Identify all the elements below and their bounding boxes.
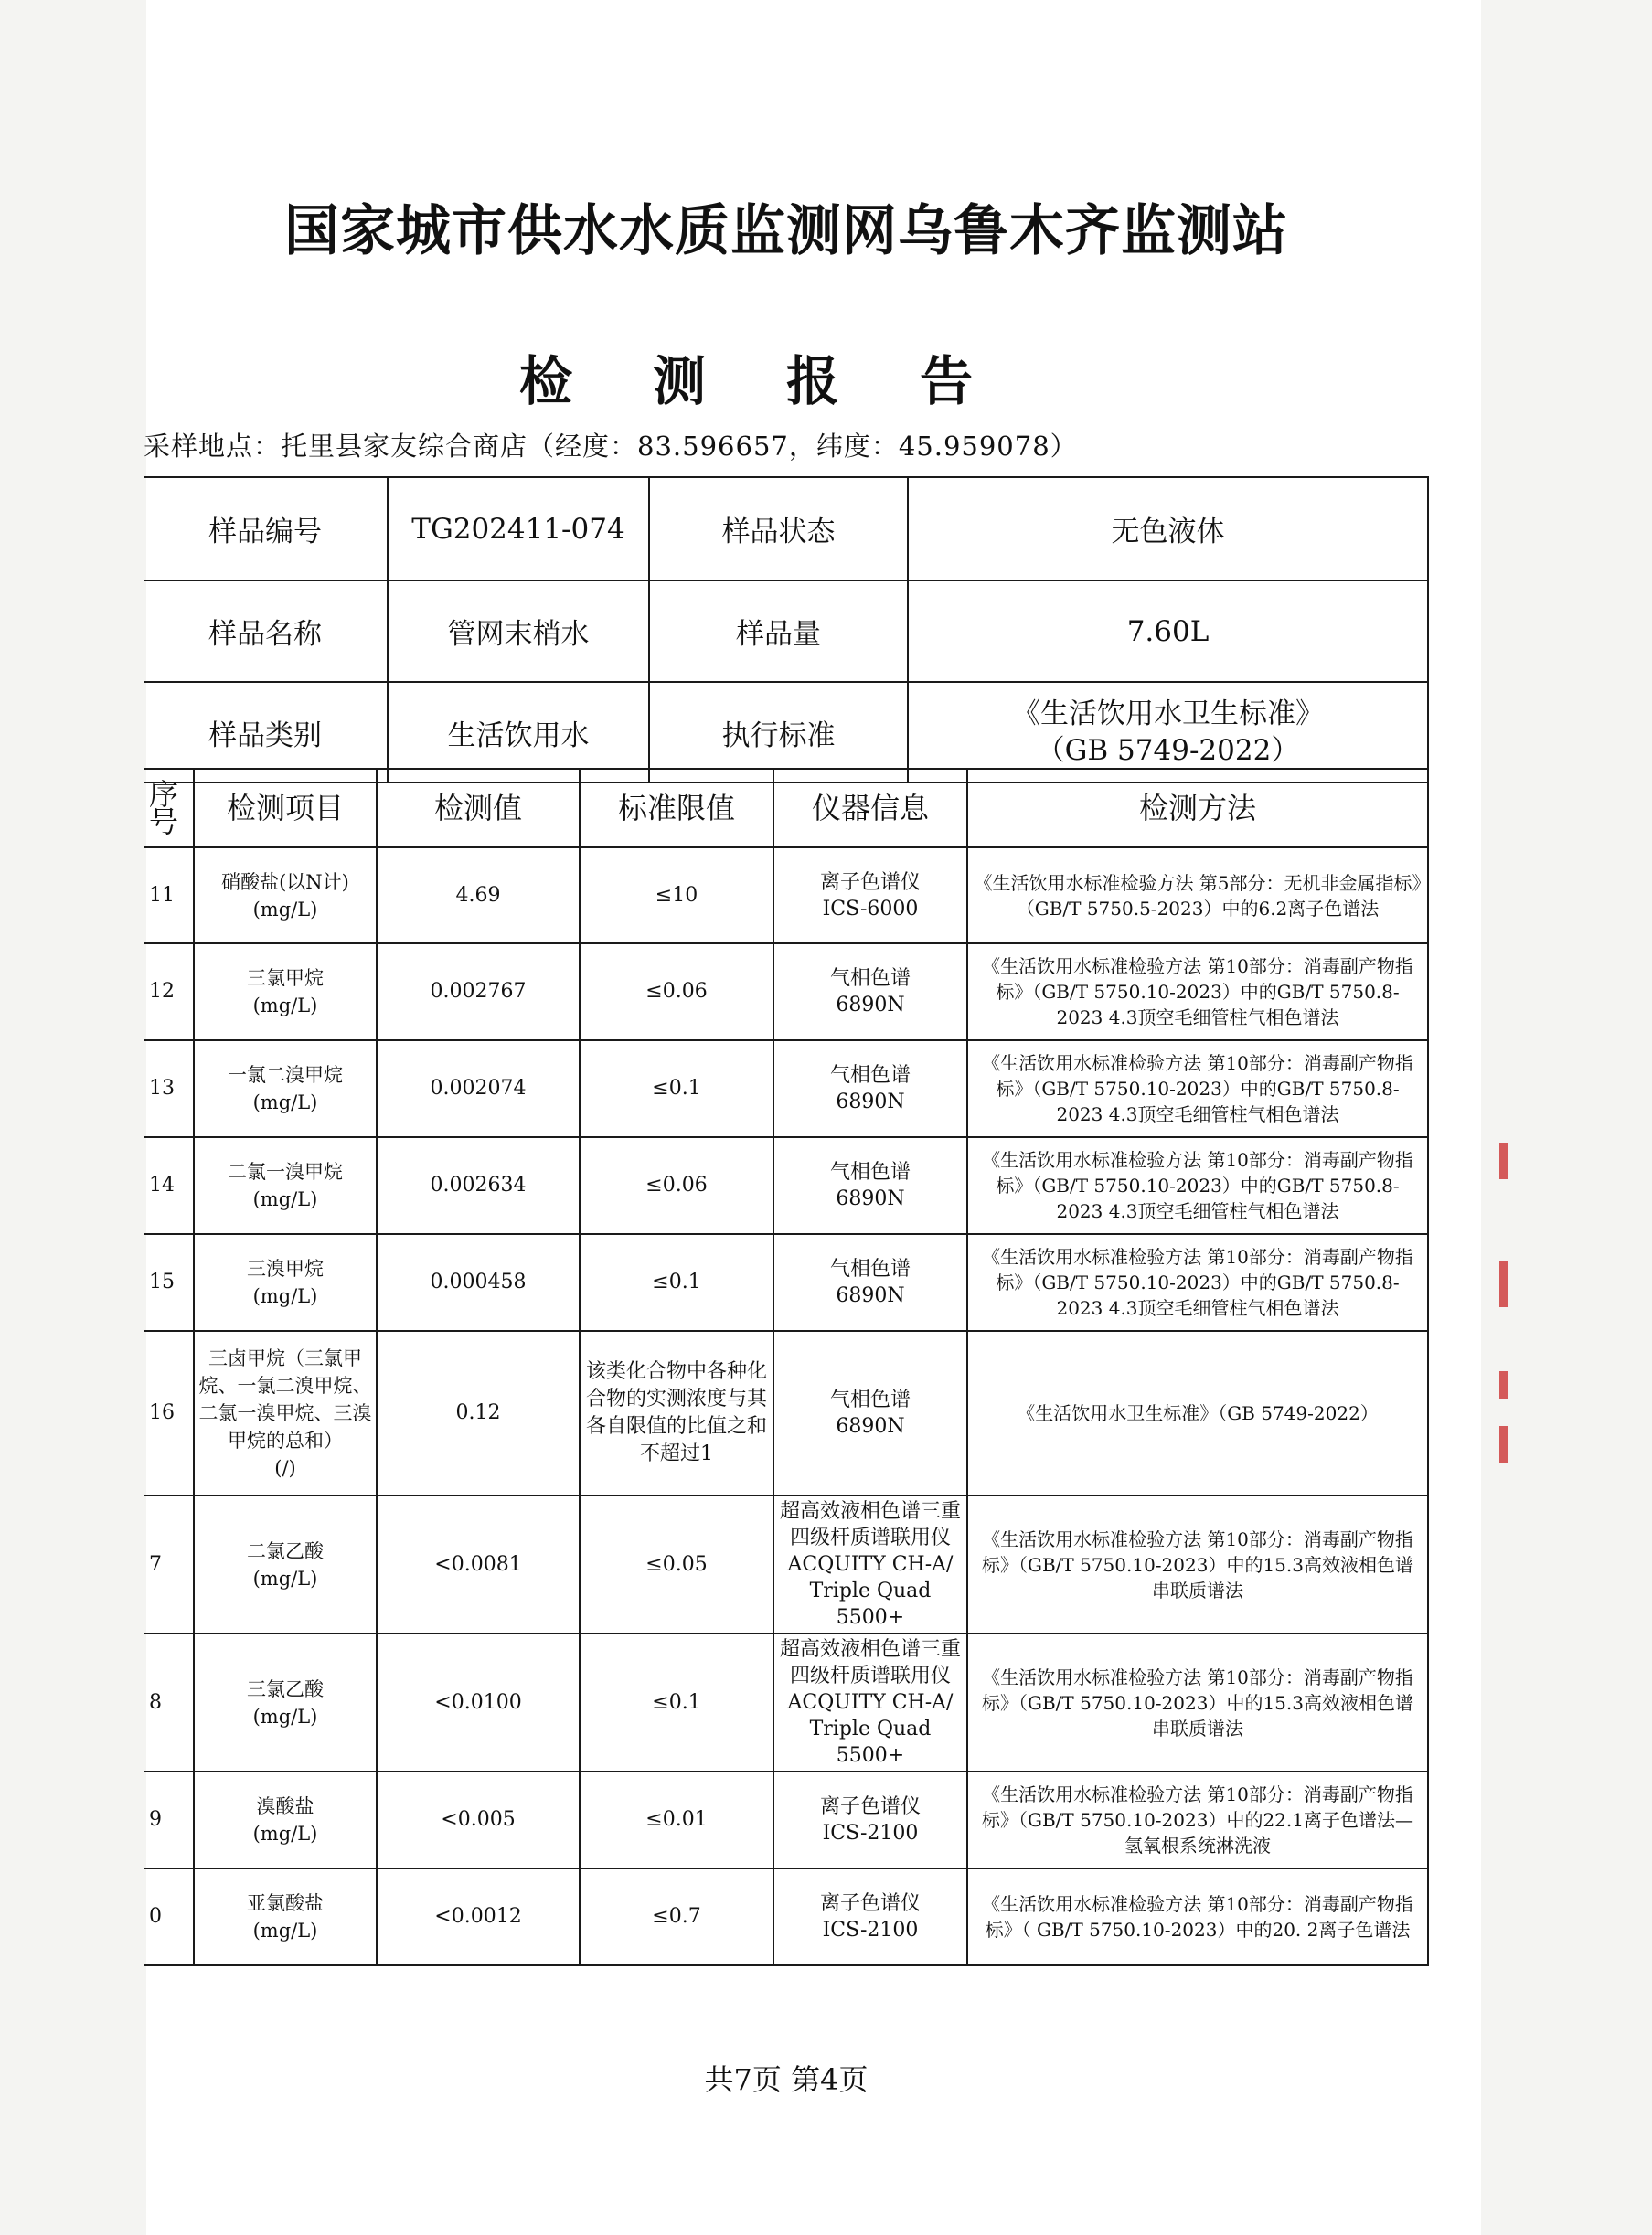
row-number-text: 11: [149, 883, 175, 907]
row-instrument: [773, 1634, 967, 1772]
instrument-info: 离子色谱仪 ICS-2100: [819, 1795, 921, 1845]
row-value: [377, 847, 580, 943]
method-text: 《生活饮用水标准检验方法 第10部分：消毒副产物指标》（GB/T 5750.10-2023）中的15.3高效液相色谱串联质谱法: [981, 1527, 1413, 1602]
row-number: [144, 1137, 194, 1234]
row-limit: [580, 1137, 773, 1234]
row-method: [967, 1495, 1428, 1634]
limit-value: ≤0.06: [645, 1174, 708, 1197]
row-item: [194, 1495, 377, 1634]
row-value: [377, 1040, 580, 1137]
sampling-location-line: [144, 426, 1515, 463]
measured-value: <0.0012: [434, 1905, 522, 1928]
row-value: [377, 1634, 580, 1772]
row-instrument: [773, 1772, 967, 1868]
row-number-text: 8: [149, 1690, 162, 1714]
instrument-info: 气相色谱 6890N: [829, 967, 911, 1016]
row-value: [377, 1772, 580, 1868]
row-number: [144, 1634, 194, 1772]
limit-value: ≤0.7: [652, 1905, 701, 1928]
row-limit: [580, 847, 773, 943]
item-name: 二氯一溴甲烷: [228, 1161, 343, 1183]
sampling-label: 采样地点：: [144, 431, 282, 462]
row-instrument: [773, 1495, 967, 1634]
table-row: [144, 847, 1428, 943]
table-row: [144, 1868, 1428, 1965]
sample-state-value: 无色液体: [908, 477, 1428, 580]
row-method: [967, 1137, 1428, 1234]
row-number: [144, 847, 194, 943]
row-value: [377, 1331, 580, 1495]
item-name: 亚氯酸盐: [247, 1892, 324, 1914]
item-unit: (mg/L): [252, 1823, 318, 1845]
row-number-text: 16: [149, 1401, 175, 1424]
sampling-location: 托里县家友综合商店（经度：83.596657，纬度：45.959078）: [281, 431, 1078, 462]
row-number-text: 13: [149, 1077, 175, 1100]
instrument-info: 超高效液相色谱三重四级杆质谱联用仪 ACQUITY CH-A/ Triple Quad 5500+: [779, 1500, 961, 1629]
sample-category-label: 样品类别: [144, 682, 388, 782]
row-method: [967, 1331, 1428, 1495]
method-text: 《生活饮用水标准检验方法 第10部分：消毒副产物指标》（GB/T 5750.10-2023）中的GB/T 5750.8-2023 4.3顶空毛细管柱气相色谱法: [982, 1052, 1413, 1125]
method-text: 《生活饮用水标准检验方法 第10部分：消毒副产物指标》（GB/T 5750.10-2023）中的22.1离子色谱法—氢氧根系统淋洗液: [981, 1783, 1413, 1857]
limit-value: ≤0.01: [645, 1808, 708, 1831]
sample-id-label: 样品编号: [144, 477, 388, 580]
item-unit: (mg/L): [252, 898, 318, 921]
item-unit: (mg/L): [252, 1285, 318, 1307]
item-name: 一氯二溴甲烷: [228, 1064, 343, 1086]
row-value: [377, 1495, 580, 1634]
row-item: [194, 1772, 377, 1868]
row-item: [194, 1040, 377, 1137]
header-instrument: 仪器信息: [773, 769, 967, 847]
row-method: [967, 1040, 1428, 1137]
row-limit: [580, 1868, 773, 1965]
item-unit: (mg/L): [252, 1705, 318, 1728]
limit-value: ≤0.05: [645, 1552, 708, 1576]
results-table: [144, 768, 1429, 1966]
item-unit: (mg/L): [252, 1091, 318, 1113]
instrument-info: 气相色谱 6890N: [829, 1258, 911, 1307]
row-value: [377, 1868, 580, 1965]
row-number: [144, 1331, 194, 1495]
method-text: 《生活饮用水标准检验方法 第10部分：消毒副产物指标》（GB/T 5750.10-2023）中的15.3高效液相色谱串联质谱法: [981, 1666, 1413, 1740]
limit-value: ≤0.1: [652, 1690, 701, 1714]
item-name: 三溴甲烷: [247, 1258, 324, 1280]
row-method: [967, 1772, 1428, 1868]
item-name: 三氯甲烷: [247, 967, 324, 989]
header-value: 检测值: [377, 769, 580, 847]
row-instrument: [773, 1137, 967, 1234]
table-row: [144, 1495, 1428, 1634]
table-row: [144, 1234, 1428, 1331]
row-method: [967, 1868, 1428, 1965]
row-number-text: 14: [149, 1174, 175, 1197]
sample-name-label: 样品名称: [144, 580, 388, 682]
method-text: 《生活饮用水标准检验方法 第10部分：消毒副产物指标》（ GB/T 5750.10-2023）中的20. 2离子色谱法: [982, 1893, 1413, 1941]
limit-value: ≤0.1: [652, 1077, 701, 1100]
measured-value: 0.000458: [430, 1271, 527, 1293]
row-method: [967, 847, 1428, 943]
row-number-text: 0: [149, 1905, 162, 1928]
table-row: [144, 1634, 1428, 1772]
red-seal-edge: [1499, 1143, 1508, 1179]
row-number-text: 15: [149, 1271, 175, 1293]
item-name: 二氯乙酸: [247, 1539, 324, 1562]
row-instrument: [773, 1331, 967, 1495]
item-unit: (mg/L): [252, 1188, 318, 1210]
row-instrument: [773, 1234, 967, 1331]
instrument-info: 气相色谱 6890N: [829, 1389, 911, 1438]
measured-value: <0.005: [441, 1808, 516, 1831]
row-item: [194, 1137, 377, 1234]
row-method: [967, 943, 1428, 1040]
header-limit: 标准限值: [580, 769, 773, 847]
measured-value: 4.69: [455, 883, 501, 907]
row-limit: [580, 1040, 773, 1137]
row-instrument: [773, 1040, 967, 1137]
report-title: 检测报告: [518, 350, 1053, 412]
row-limit: [580, 1331, 773, 1495]
row-item: [194, 1634, 377, 1772]
row-instrument: [773, 943, 967, 1040]
header-method: 检测方法: [967, 769, 1428, 847]
method-text: 《生活饮用水标准检验方法 第10部分：消毒副产物指标》（GB/T 5750.10-2023）中的GB/T 5750.8-2023 4.3顶空毛细管柱气相色谱法: [982, 1246, 1413, 1319]
row-item: [194, 943, 377, 1040]
row-limit: [580, 1772, 773, 1868]
header-no: 序号: [144, 769, 194, 847]
row-limit: [580, 1634, 773, 1772]
item-unit: (mg/L): [252, 995, 318, 1016]
limit-value: ≤0.06: [645, 980, 708, 1003]
standard-line-2: （GB 5749-2022）: [1036, 734, 1300, 767]
row-item: [194, 1331, 377, 1495]
instrument-info: 气相色谱 6890N: [829, 1161, 911, 1210]
row-number: [144, 1234, 194, 1331]
method-text: 《生活饮用水卫生标准》（GB 5749-2022）: [1017, 1402, 1379, 1424]
sample-qty-value: 7.60L: [908, 580, 1428, 682]
sample-qty-label: 样品量: [649, 580, 908, 682]
measured-value: 0.002767: [430, 980, 527, 1003]
row-item: [194, 1868, 377, 1965]
row-limit: [580, 1495, 773, 1634]
item-unit: (mg/L): [252, 1567, 318, 1590]
header-item: 检测项目: [194, 769, 377, 847]
organization-title: 国家城市供水水质监测网乌鲁木齐监测站: [284, 199, 1288, 263]
instrument-info: 超高效液相色谱三重四级杆质谱联用仪 ACQUITY CH-A/ Triple Quad 5500+: [779, 1638, 961, 1767]
table-row: [144, 1331, 1428, 1495]
measured-value: 0.002634: [430, 1174, 527, 1197]
instrument-info: 离子色谱仪 ICS-2100: [819, 1892, 921, 1942]
limit-value: ≤0.1: [652, 1271, 701, 1293]
item-unit: (mg/L): [252, 1920, 318, 1942]
measured-value: 0.002074: [430, 1077, 527, 1100]
sample-info-table: [144, 476, 1429, 783]
row-value: [377, 1234, 580, 1331]
red-seal-edge: [1499, 1371, 1508, 1399]
sample-state-label: 样品状态: [649, 477, 908, 580]
page-number: 共7页 第4页: [704, 2062, 869, 2097]
table-row: [144, 1772, 1428, 1868]
item-name: 溴酸盐: [256, 1795, 314, 1817]
standard-label: 执行标准: [649, 682, 908, 782]
instrument-info: 离子色谱仪 ICS-6000: [819, 870, 921, 921]
red-seal-edge: [1499, 1261, 1508, 1307]
row-item: [194, 1234, 377, 1331]
limit-value: 该类化合物中各种化合物的实测浓度与其各自限值的比值之和不超过1: [585, 1360, 767, 1465]
table-row: [144, 1040, 1428, 1137]
measured-value: <0.0100: [434, 1690, 522, 1714]
sample-id-value: TG202411-074: [388, 477, 649, 580]
row-number: [144, 1495, 194, 1634]
row-number: [144, 1040, 194, 1137]
table-row: [144, 1137, 1428, 1234]
item-name: 硝酸盐(以N计): [221, 870, 349, 893]
row-method: [967, 1234, 1428, 1331]
row-number-text: 9: [149, 1808, 162, 1831]
row-instrument: [773, 847, 967, 943]
row-number-text: 12: [149, 980, 175, 1003]
item-name: 三卤甲烷（三氯甲烷、一氯二溴甲烷、二氯一溴甲烷、三溴甲烷的总和）: [198, 1347, 372, 1452]
instrument-info: 气相色谱 6890N: [829, 1064, 911, 1113]
row-value: [377, 943, 580, 1040]
row-instrument: [773, 1868, 967, 1965]
row-limit: [580, 1234, 773, 1331]
standard-line-1: 《生活饮用水卫生标准》: [1012, 697, 1324, 730]
measured-value: <0.0081: [434, 1552, 522, 1576]
item-unit: (/): [274, 1457, 296, 1479]
sample-name-value: 管网末梢水: [388, 580, 649, 682]
row-item: [194, 847, 377, 943]
method-text: 《生活饮用水标准检验方法 第10部分：消毒副产物指标》（GB/T 5750.10-2023）中的GB/T 5750.8-2023 4.3顶空毛细管柱气相色谱法: [982, 955, 1413, 1028]
row-number: [144, 943, 194, 1040]
row-value: [377, 1137, 580, 1234]
method-text: 《生活饮用水标准检验方法 第10部分：消毒副产物指标》（GB/T 5750.10-2023）中的GB/T 5750.8-2023 4.3顶空毛细管柱气相色谱法: [982, 1149, 1413, 1222]
row-number: [144, 1772, 194, 1868]
row-limit: [580, 943, 773, 1040]
row-number: [144, 1868, 194, 1965]
method-text: 《生活饮用水标准检验方法 第5部分：无机非金属指标》（GB/T 5750.5-2023）中的6.2离子色谱法: [974, 871, 1422, 920]
sample-category-value: 生活饮用水: [388, 682, 649, 782]
limit-value: ≤10: [655, 883, 698, 907]
red-seal-edge: [1499, 1426, 1508, 1463]
row-number-text: 7: [149, 1552, 162, 1576]
table-row: [144, 943, 1428, 1040]
row-method: [967, 1634, 1428, 1772]
item-name: 三氯乙酸: [247, 1677, 324, 1700]
measured-value: 0.12: [455, 1401, 501, 1424]
